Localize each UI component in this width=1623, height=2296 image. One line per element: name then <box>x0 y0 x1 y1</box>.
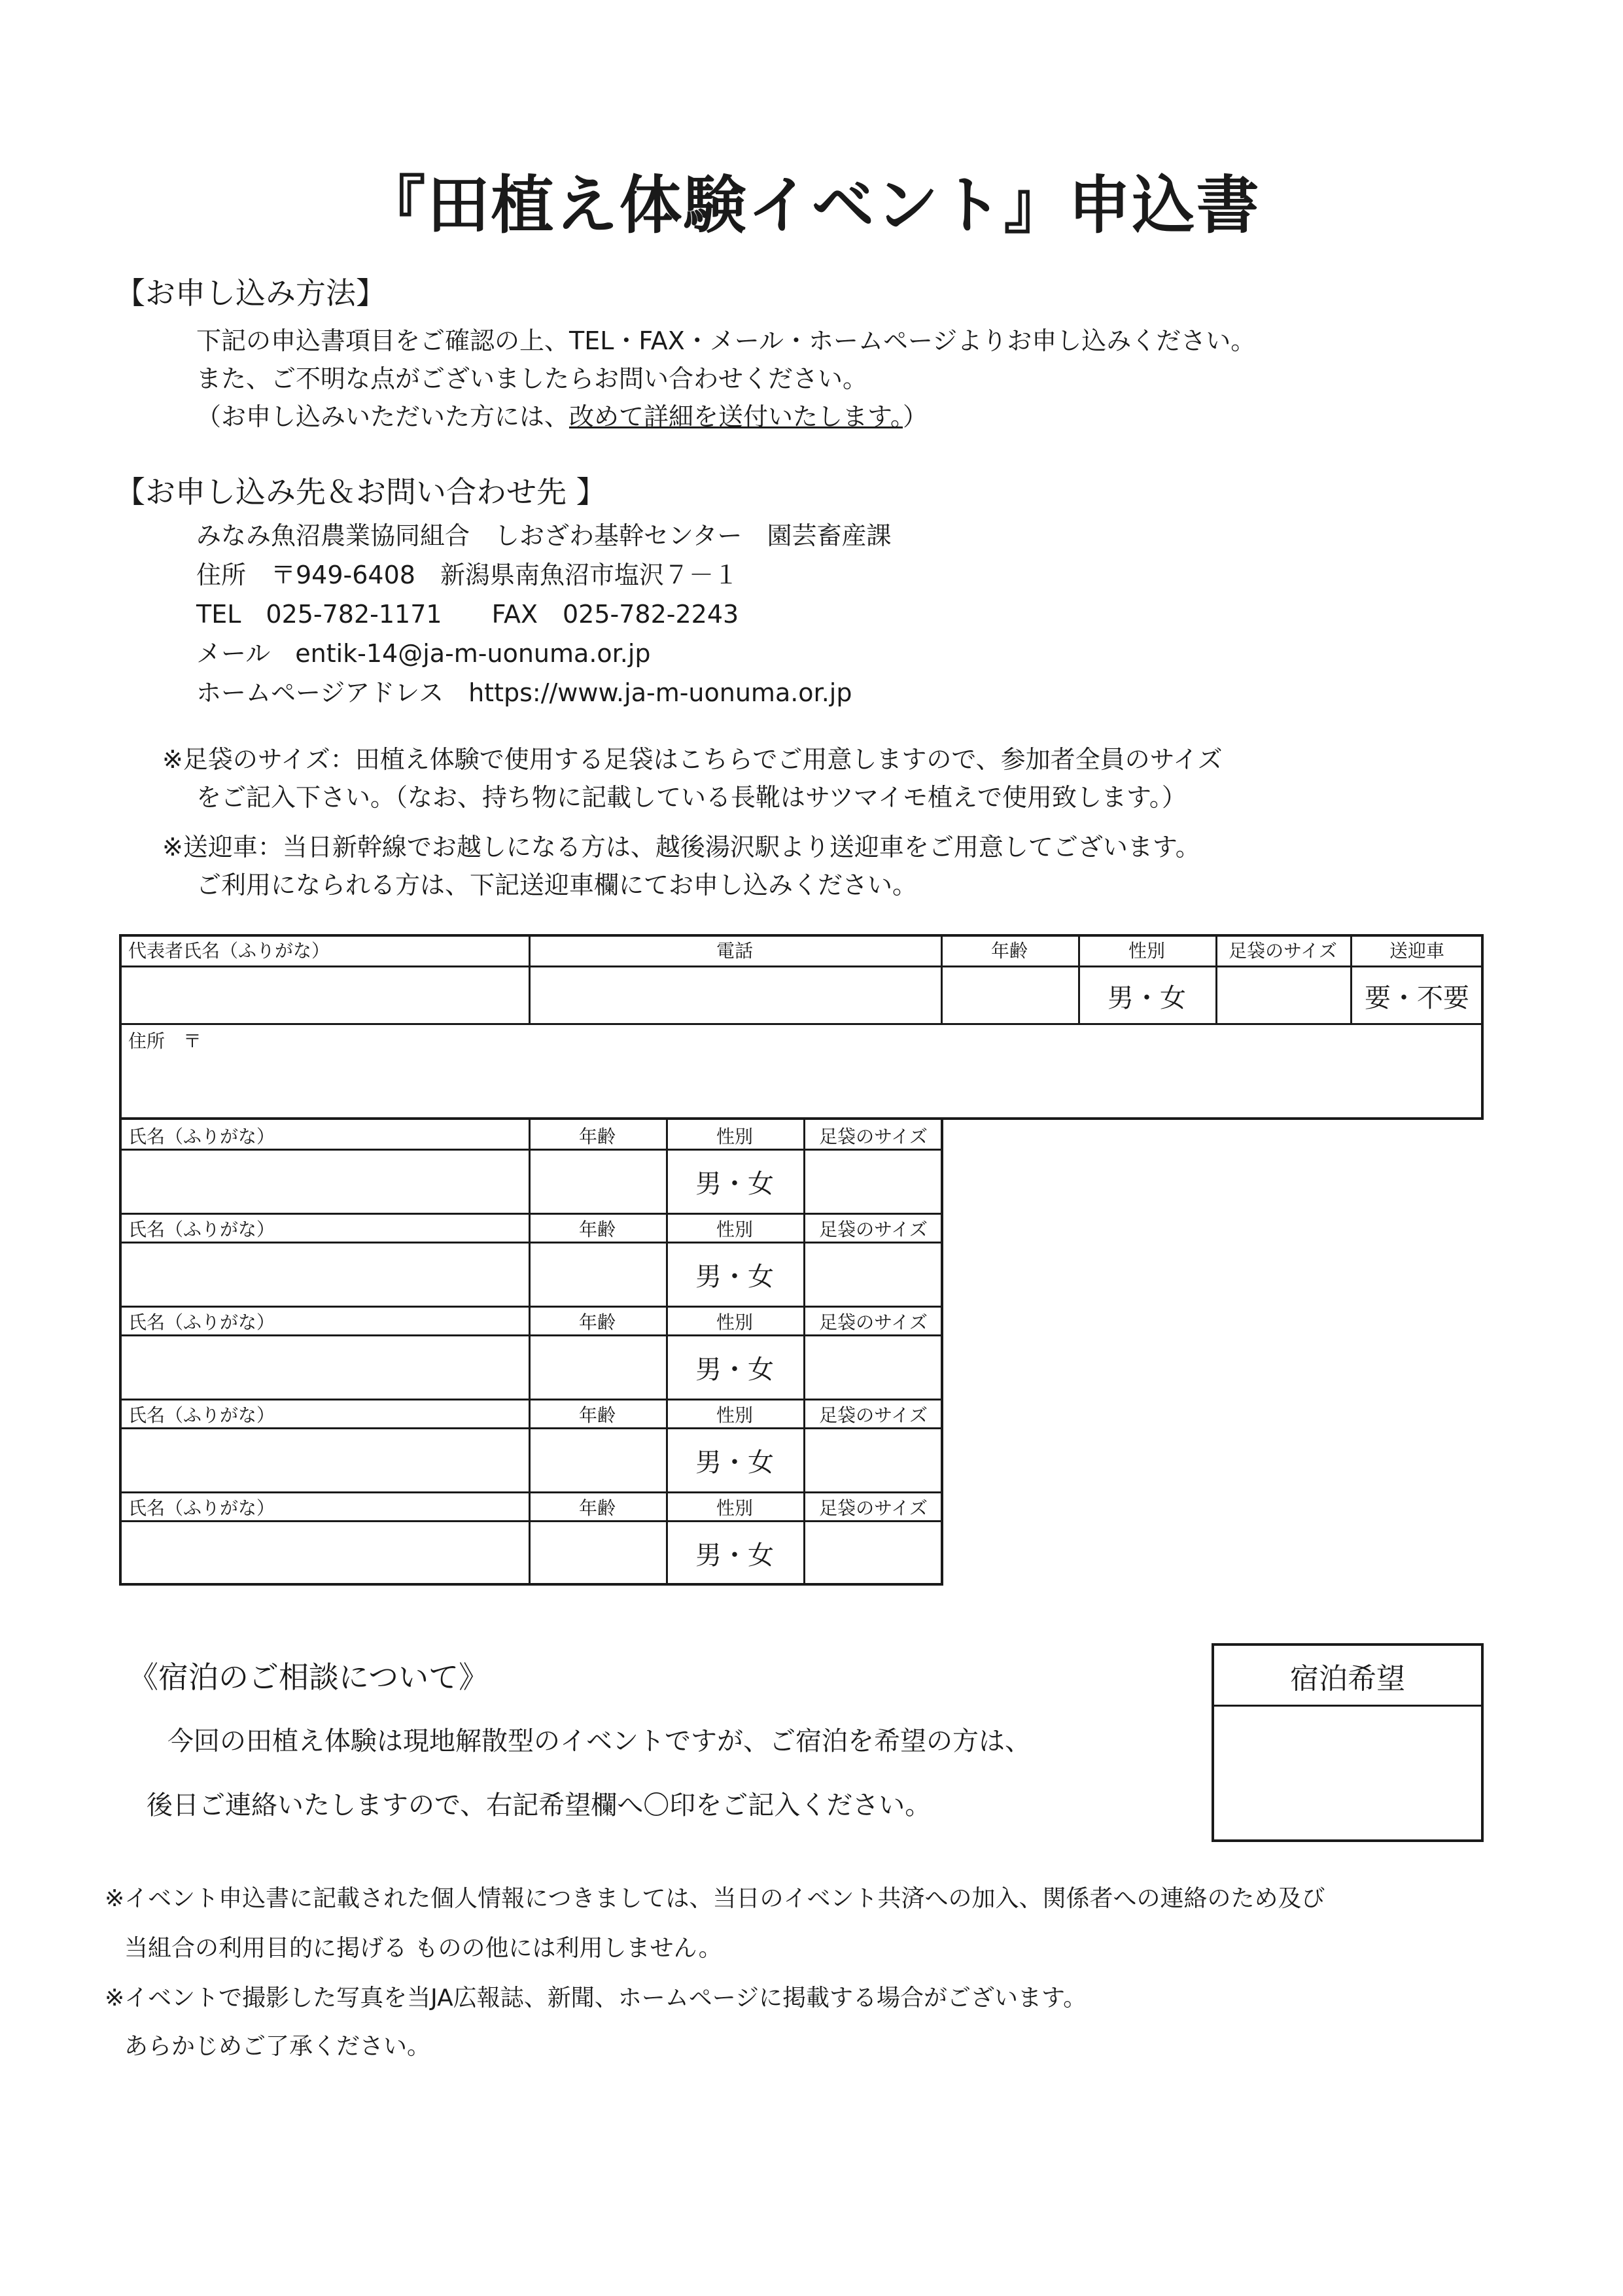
method-line-2: また、ご不明な点がございましたらお問い合わせください。 <box>196 364 868 393</box>
participant-2-name-label: 氏名（ふりがな） <box>128 1219 275 1240</box>
footer-line-3: ※イベントで撮影した写真を当JA広報誌、新聞、ホームページに掲載する場合がございます。 <box>105 1985 1087 2011</box>
participant-2-age-label: 年齢 <box>578 1219 616 1240</box>
participant-2-gender-label: 性別 <box>716 1219 753 1240</box>
participant-3-age-label: 年齢 <box>578 1312 616 1333</box>
participant-3-name-label: 氏名（ふりがな） <box>128 1312 275 1333</box>
method-line-3-underlined: 改めて詳細を送付いたします。 <box>569 402 903 431</box>
participant-5-gender-label: 性別 <box>716 1497 753 1519</box>
participant-4-age-label: 年齢 <box>578 1404 616 1426</box>
address-field[interactable] <box>122 1053 1481 1117</box>
tabi-note-line-1: ※足袋のサイズ：田植え体験で使用する足袋はこちらでご用意しますので、参加者全員のサイズ <box>162 745 1223 774</box>
lodging-request-label: 宿泊希望 <box>1290 1662 1405 1696</box>
participant-5-gender-options[interactable]: 男・女 <box>695 1540 774 1571</box>
participant-1-tabi-field[interactable] <box>806 1151 941 1211</box>
rep-gender-label: 性別 <box>1128 940 1165 962</box>
method-line-3-prefix: （お申し込みいただいた方には、 <box>196 402 570 431</box>
participant-4-age-field[interactable] <box>531 1430 665 1490</box>
participant-5-age-field[interactable] <box>531 1523 665 1583</box>
contact-homepage: ホームページアドレス https://www.ja-m-uonuma.or.jp <box>196 678 852 707</box>
participant-4-tabi-label: 足袋のサイズ <box>819 1404 928 1426</box>
participant-1-age-label: 年齢 <box>578 1126 616 1147</box>
participant-3-gender-label: 性別 <box>716 1312 753 1333</box>
participant-4-gender-label: 性別 <box>716 1404 753 1426</box>
participant-5-age-label: 年齢 <box>578 1497 616 1519</box>
participant-1-gender-options[interactable]: 男・女 <box>695 1169 774 1199</box>
participant-3-name-field[interactable] <box>122 1337 527 1397</box>
participant-1-tabi-label: 足袋のサイズ <box>819 1126 928 1147</box>
participant-3-gender-options[interactable]: 男・女 <box>695 1355 774 1385</box>
participant-2-tabi-label: 足袋のサイズ <box>819 1219 928 1240</box>
footer-line-4: あらかじめご了承ください。 <box>124 2033 431 2060</box>
method-heading: 【お申し込み方法】 <box>115 275 386 311</box>
rep-age-label: 年齢 <box>990 940 1028 962</box>
contact-mail: メール entik-14@ja-m-uonuma.or.jp <box>196 639 651 668</box>
phone-field[interactable] <box>531 968 939 1022</box>
participant-2-tabi-field[interactable] <box>806 1244 941 1304</box>
participant-4-name-field[interactable] <box>122 1430 527 1490</box>
shuttle-options[interactable]: 要・不要 <box>1365 983 1469 1013</box>
participant-5-tabi-field[interactable] <box>806 1523 941 1583</box>
participant-5-tabi-label: 足袋のサイズ <box>819 1497 928 1519</box>
rep-name-label: 代表者氏名（ふりがな） <box>128 940 330 962</box>
participant-4-gender-options[interactable]: 男・女 <box>695 1448 774 1478</box>
participant-1-name-label: 氏名（ふりがな） <box>128 1126 275 1147</box>
tabi-note-line-2: をご記入下さい。（なお、持ち物に記載している長靴はサツマイモ植えで使用致します。） <box>196 783 1187 812</box>
rep-tabi-label: 足袋のサイズ <box>1229 940 1337 962</box>
lodging-heading: 《宿泊のご相談について》 <box>128 1660 489 1695</box>
contact-tel-fax: TEL 025-782-1171 FAX 025-782-2243 <box>196 600 739 629</box>
participant-4-tabi-field[interactable] <box>806 1430 941 1490</box>
participant-5-name-label: 氏名（ふりがな） <box>128 1497 275 1519</box>
rep-tabi-field[interactable] <box>1218 968 1349 1022</box>
page-title: 『田植え体験イベント』申込書 <box>362 169 1261 242</box>
contact-address: 住所 〒949-6408 新潟県南魚沼市塩沢７－１ <box>196 561 739 589</box>
participant-1-name-field[interactable] <box>122 1151 527 1211</box>
participant-5-name-field[interactable] <box>122 1523 527 1583</box>
rep-name-field[interactable] <box>122 968 527 1022</box>
participant-2-name-field[interactable] <box>122 1244 527 1304</box>
contact-heading: 【お申し込み先＆お問い合わせ先 】 <box>115 474 606 510</box>
rep-gender-options[interactable]: 男・女 <box>1108 983 1186 1013</box>
method-line-1: 下記の申込書項目をご確認の上、TEL・FAX・メール・ホームページよりお申し込みください。 <box>196 326 1256 355</box>
method-line-3-suffix: ） <box>902 402 928 431</box>
participant-3-tabi-label: 足袋のサイズ <box>819 1312 928 1333</box>
participant-1-age-field[interactable] <box>531 1151 665 1211</box>
participant-2-gender-options[interactable]: 男・女 <box>695 1262 774 1292</box>
participant-4-name-label: 氏名（ふりがな） <box>128 1404 275 1426</box>
lodging-line-2: 後日ご連絡いたしますので、右記希望欄へ〇印をご記入ください。 <box>147 1790 932 1820</box>
lodging-request-field[interactable] <box>1215 1709 1480 1838</box>
shuttle-note-line-1: ※送迎車：当日新幹線でお越しになる方は、越後湯沢駅より送迎車をご用意してございます。 <box>162 833 1200 861</box>
footer-line-1: ※イベント申込書に記載された個人情報につきましては、当日のイベント共済への加入、関係者への連絡のため及び <box>105 1885 1325 1912</box>
method-line-3 <box>196 396 928 432</box>
contact-organization: みなみ魚沼農業協同組合 しおざわ基幹センター 園芸畜産課 <box>196 521 892 550</box>
phone-label: 電話 <box>716 940 753 962</box>
shuttle-note-line-2: ご利用になられる方は、下記送迎車欄にてお申し込みください。 <box>196 871 918 899</box>
participant-3-tabi-field[interactable] <box>806 1337 941 1397</box>
footer-line-2: 当組合の利用目的に掲げる ものの他には利用しません。 <box>124 1935 722 1962</box>
rep-age-field[interactable] <box>943 968 1077 1022</box>
shuttle-label: 送迎車 <box>1389 940 1444 962</box>
participant-1-gender-label: 性別 <box>716 1126 753 1147</box>
address-label: 住所 〒 <box>128 1030 202 1052</box>
lodging-line-1: 今回の田植え体験は現地解散型のイベントですが、ご宿泊を希望の方は、 <box>167 1726 1031 1756</box>
participant-3-age-field[interactable] <box>531 1337 665 1397</box>
participant-2-age-field[interactable] <box>531 1244 665 1304</box>
